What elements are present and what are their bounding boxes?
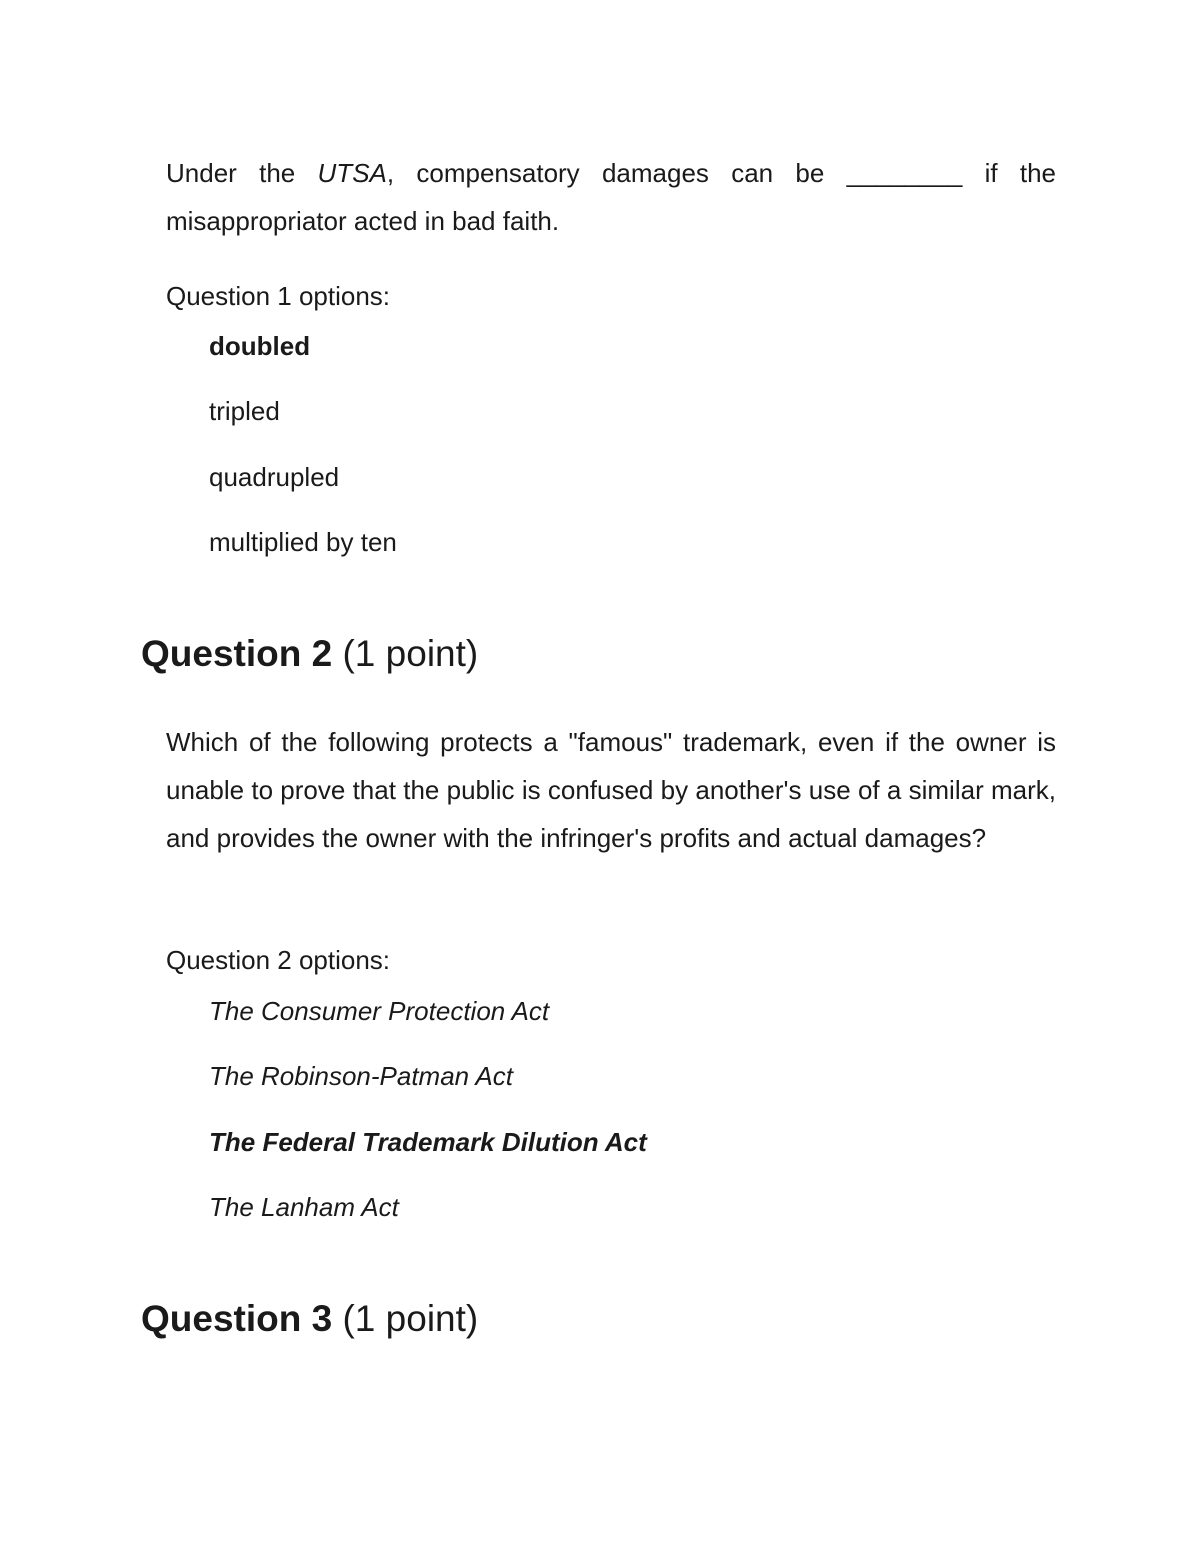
question-3-points: (1 point) [342, 1298, 479, 1339]
question-1-option-tripled[interactable]: tripled [209, 396, 280, 426]
question-2-options-label: Question 2 options: [166, 945, 391, 975]
question-2-option-consumer-protection-act[interactable]: The Consumer Protection Act [209, 996, 550, 1026]
question-2-title: Question 2 [141, 633, 333, 674]
question-2-option-lanham-act[interactable]: The Lanham Act [209, 1192, 399, 1222]
question-1-text-after: , compensatory damages can be ________ if the misappropriator acted in bad faith. [166, 158, 1056, 236]
question-2-heading [141, 632, 478, 676]
question-2-option-robinson-patman-act[interactable]: The Robinson-Patman Act [209, 1061, 513, 1091]
question-1-text-before: Under the [166, 158, 318, 188]
question-1-text [166, 149, 1056, 245]
question-2-text: Which of the following protects a "famous" trademark, even if the owner is unable to prove that the public is confused by another's use of a similar mark, and provides the owner with the infringer's profits and actual damages? [166, 727, 1056, 853]
question-1-option-quadrupled[interactable]: quadrupled [209, 462, 340, 492]
question-2-option-federal-trademark-dilution-act[interactable]: The Federal Trademark Dilution Act [209, 1127, 647, 1157]
question-1-text-emphasis: UTSA [317, 158, 387, 188]
question-1-option-multiplied-by-ten[interactable]: multiplied by ten [209, 527, 397, 557]
question-1-options-label: Question 1 options: [166, 281, 391, 311]
question-1-option-doubled[interactable]: doubled [209, 331, 311, 361]
question-3-heading [141, 1297, 478, 1341]
question-2-points: (1 point) [342, 633, 479, 674]
question-3-title: Question 3 [141, 1298, 333, 1339]
